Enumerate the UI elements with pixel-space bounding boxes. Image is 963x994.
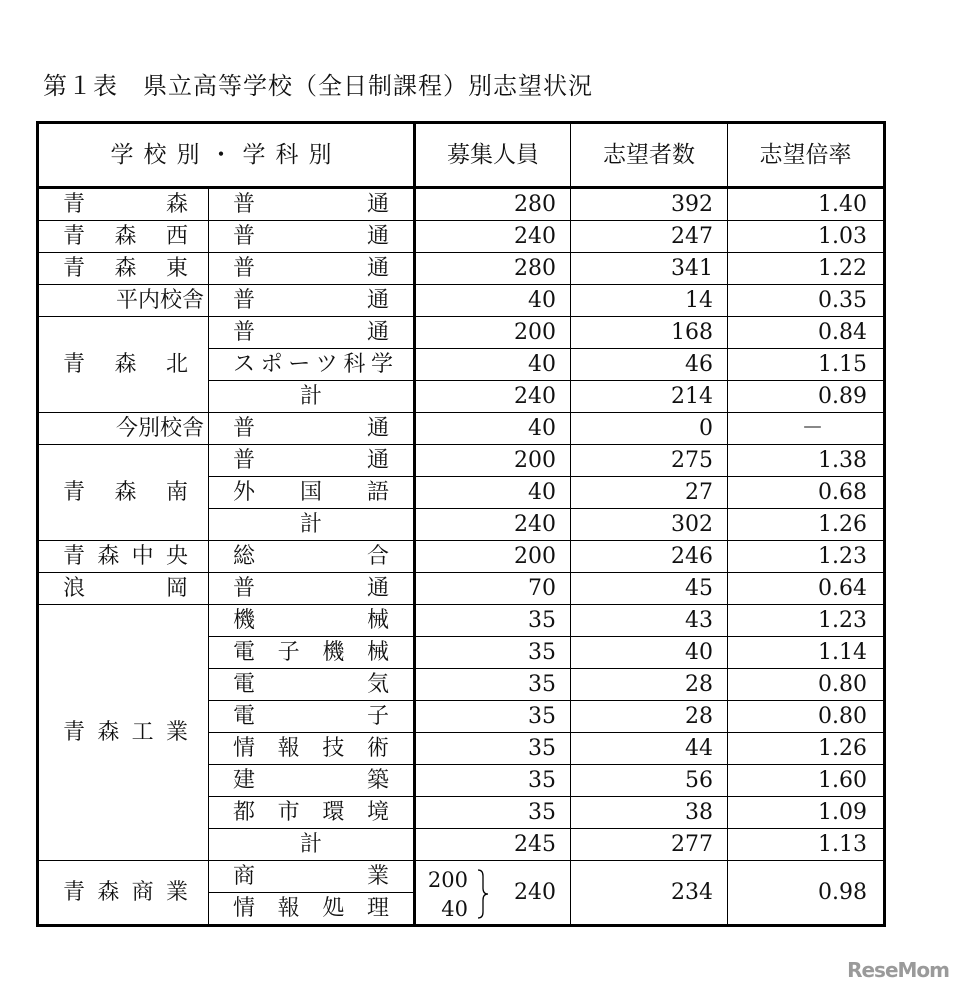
ratio-cell: 1.26 bbox=[728, 509, 885, 541]
department-name: 普 通 bbox=[233, 319, 389, 345]
ratio-cell: 1.13 bbox=[728, 829, 885, 861]
ratio-cell: 1.40 bbox=[728, 188, 885, 221]
department-cell bbox=[209, 669, 415, 701]
applicants-cell: 341 bbox=[571, 253, 728, 285]
school-name: 青 森 北 bbox=[63, 351, 188, 377]
department-name: 都 市 環 境 bbox=[233, 799, 389, 825]
department-cell bbox=[209, 829, 415, 861]
ratio-cell: 1.23 bbox=[728, 605, 885, 637]
quota-cell: 70 bbox=[415, 573, 571, 605]
quota-cell: 40 bbox=[415, 413, 571, 445]
applicants-cell: 246 bbox=[571, 541, 728, 573]
applicants-cell: 56 bbox=[571, 765, 728, 797]
department-name: 電 気 bbox=[233, 671, 389, 697]
school-cell bbox=[38, 253, 209, 285]
quota-cell: 35 bbox=[415, 637, 571, 669]
quota-cell bbox=[415, 861, 571, 926]
department-name: 総 合 bbox=[233, 543, 389, 569]
table-row bbox=[38, 413, 885, 445]
quota-cell: 240 bbox=[415, 221, 571, 253]
school-cell bbox=[38, 221, 209, 253]
department-cell bbox=[209, 413, 415, 445]
quota-cell: 35 bbox=[415, 669, 571, 701]
department-name: 普 通 bbox=[233, 191, 389, 217]
ratio-cell: 1.03 bbox=[728, 221, 885, 253]
department-name: 普 通 bbox=[233, 255, 389, 281]
quota-total: 240 bbox=[514, 879, 556, 905]
department-cell bbox=[209, 221, 415, 253]
department-name: 普 通 bbox=[233, 415, 389, 441]
school-name: 青 森 bbox=[63, 191, 188, 217]
school-cell bbox=[38, 605, 209, 861]
department-name: 普 通 bbox=[233, 287, 389, 313]
table-row bbox=[38, 221, 885, 253]
department-cell bbox=[209, 253, 415, 285]
brace-icon bbox=[476, 868, 490, 920]
department-cell bbox=[209, 541, 415, 573]
school-name: 青 森 南 bbox=[63, 479, 188, 505]
quota-cell: 200 bbox=[415, 445, 571, 477]
table-row bbox=[38, 605, 885, 637]
school-name: 青 森 中 央 bbox=[63, 543, 188, 569]
ratio-cell: 0.80 bbox=[728, 669, 885, 701]
quota-cell: 200 bbox=[415, 541, 571, 573]
school-name: 浪 岡 bbox=[63, 575, 188, 601]
applicants-cell: 27 bbox=[571, 477, 728, 509]
ratio-cell: 0.68 bbox=[728, 477, 885, 509]
table-row bbox=[38, 188, 885, 221]
department-name: 電 子 機 械 bbox=[233, 639, 389, 665]
quota-info-processing: 40 bbox=[441, 896, 468, 921]
department-name: 普 通 bbox=[233, 223, 389, 249]
applicants-cell: 28 bbox=[571, 701, 728, 733]
ratio-cell: 1.23 bbox=[728, 541, 885, 573]
quota-cell: 40 bbox=[415, 285, 571, 317]
resemom-logo: ReseMom bbox=[847, 958, 949, 982]
table-row bbox=[38, 285, 885, 317]
school-cell bbox=[38, 285, 209, 317]
subtotal-label: 計 bbox=[299, 831, 322, 857]
department-name: 機 械 bbox=[233, 607, 389, 633]
ratio-cell: － bbox=[728, 413, 885, 445]
ratio-cell: 1.60 bbox=[728, 765, 885, 797]
ratio-cell: 1.14 bbox=[728, 637, 885, 669]
applicants-cell: 247 bbox=[571, 221, 728, 253]
quota-cell: 35 bbox=[415, 701, 571, 733]
department-cell bbox=[209, 188, 415, 221]
department-cell bbox=[209, 381, 415, 413]
ratio-cell: 1.22 bbox=[728, 253, 885, 285]
ratio-cell: 1.26 bbox=[728, 733, 885, 765]
header-school-dept: 学校別・学科別 bbox=[38, 123, 415, 188]
quota-cell: 240 bbox=[415, 509, 571, 541]
department-name: 情 報 処 理 bbox=[233, 895, 389, 921]
applicants-cell: 277 bbox=[571, 829, 728, 861]
table-row bbox=[38, 253, 885, 285]
department-name: 商 業 bbox=[233, 863, 389, 889]
school-name: 平内校舎 bbox=[115, 287, 204, 313]
quota-cell: 35 bbox=[415, 765, 571, 797]
department-cell bbox=[209, 861, 415, 893]
quota-cell: 35 bbox=[415, 733, 571, 765]
quota-commerce: 200 bbox=[427, 867, 468, 892]
ratio-cell: 0.89 bbox=[728, 381, 885, 413]
school-name: 今別校舎 bbox=[115, 415, 204, 441]
department-cell bbox=[209, 573, 415, 605]
school-name: 青 森 工 業 bbox=[63, 719, 188, 745]
applicants-cell: 43 bbox=[571, 605, 728, 637]
table-title: 第１表 県立高等学校（全日制課程）別志望状況 bbox=[43, 72, 593, 100]
header-row bbox=[38, 123, 885, 188]
subtotal-label: 計 bbox=[299, 383, 322, 409]
quota-cell: 40 bbox=[415, 477, 571, 509]
department-cell bbox=[209, 797, 415, 829]
ratio-cell: 0.80 bbox=[728, 701, 885, 733]
department-name: 情 報 技 術 bbox=[233, 735, 389, 761]
school-cell bbox=[38, 317, 209, 413]
department-cell bbox=[209, 605, 415, 637]
ratio-cell: 0.35 bbox=[728, 285, 885, 317]
ratio-cell: 1.09 bbox=[728, 797, 885, 829]
table-row bbox=[38, 861, 885, 893]
department-name: 普 通 bbox=[233, 575, 389, 601]
school-name: 青 森 西 bbox=[63, 223, 188, 249]
application-status-table bbox=[36, 121, 886, 927]
applicants-cell: 38 bbox=[571, 797, 728, 829]
school-cell bbox=[38, 573, 209, 605]
school-cell bbox=[38, 861, 209, 926]
ratio-cell: 0.64 bbox=[728, 573, 885, 605]
applicants-cell: 234 bbox=[571, 861, 728, 926]
department-cell bbox=[209, 701, 415, 733]
applicants-cell: 302 bbox=[571, 509, 728, 541]
department-cell bbox=[209, 349, 415, 381]
department-cell bbox=[209, 765, 415, 797]
school-cell bbox=[38, 188, 209, 221]
header-quota: 募集人員 bbox=[415, 123, 571, 188]
header-applicants: 志望者数 bbox=[571, 123, 728, 188]
quota-cell: 280 bbox=[415, 253, 571, 285]
applicants-cell: 40 bbox=[571, 637, 728, 669]
department-name: 外 国 語 bbox=[233, 479, 389, 505]
department-name: ス ポ ー ツ 科 学 bbox=[233, 351, 393, 377]
applicants-cell: 0 bbox=[571, 413, 728, 445]
ratio-cell: 0.84 bbox=[728, 317, 885, 349]
department-name: 建 築 bbox=[233, 767, 389, 793]
department-cell bbox=[209, 509, 415, 541]
applicants-cell: 28 bbox=[571, 669, 728, 701]
school-cell bbox=[38, 445, 209, 541]
quota-cell: 35 bbox=[415, 797, 571, 829]
quota-cell: 40 bbox=[415, 349, 571, 381]
department-cell bbox=[209, 893, 415, 926]
table-row bbox=[38, 541, 885, 573]
applicants-cell: 168 bbox=[571, 317, 728, 349]
department-cell bbox=[209, 285, 415, 317]
department-cell bbox=[209, 733, 415, 765]
quota-cell: 245 bbox=[415, 829, 571, 861]
header-ratio: 志望倍率 bbox=[728, 123, 885, 188]
quota-cell: 240 bbox=[415, 381, 571, 413]
table-row bbox=[38, 445, 885, 477]
applicants-cell: 46 bbox=[571, 349, 728, 381]
ratio-cell: 0.98 bbox=[728, 861, 885, 926]
ratio-cell: 1.15 bbox=[728, 349, 885, 381]
school-name: 青 森 商 業 bbox=[63, 879, 188, 905]
applicants-cell: 214 bbox=[571, 381, 728, 413]
applicants-cell: 44 bbox=[571, 733, 728, 765]
ratio-cell: 1.38 bbox=[728, 445, 885, 477]
department-name: 普 通 bbox=[233, 447, 389, 473]
school-cell bbox=[38, 541, 209, 573]
table-row bbox=[38, 317, 885, 349]
school-cell bbox=[38, 413, 209, 445]
department-cell bbox=[209, 477, 415, 509]
subtotal-label: 計 bbox=[299, 511, 322, 537]
department-cell bbox=[209, 445, 415, 477]
table-row bbox=[38, 573, 885, 605]
applicants-cell: 392 bbox=[571, 188, 728, 221]
department-cell bbox=[209, 317, 415, 349]
applicants-cell: 275 bbox=[571, 445, 728, 477]
quota-cell: 200 bbox=[415, 317, 571, 349]
department-cell bbox=[209, 637, 415, 669]
department-name: 電 子 bbox=[233, 703, 389, 729]
quota-cell: 35 bbox=[415, 605, 571, 637]
applicants-cell: 45 bbox=[571, 573, 728, 605]
quota-cell: 280 bbox=[415, 188, 571, 221]
school-name: 青 森 東 bbox=[63, 255, 188, 281]
applicants-cell: 14 bbox=[571, 285, 728, 317]
